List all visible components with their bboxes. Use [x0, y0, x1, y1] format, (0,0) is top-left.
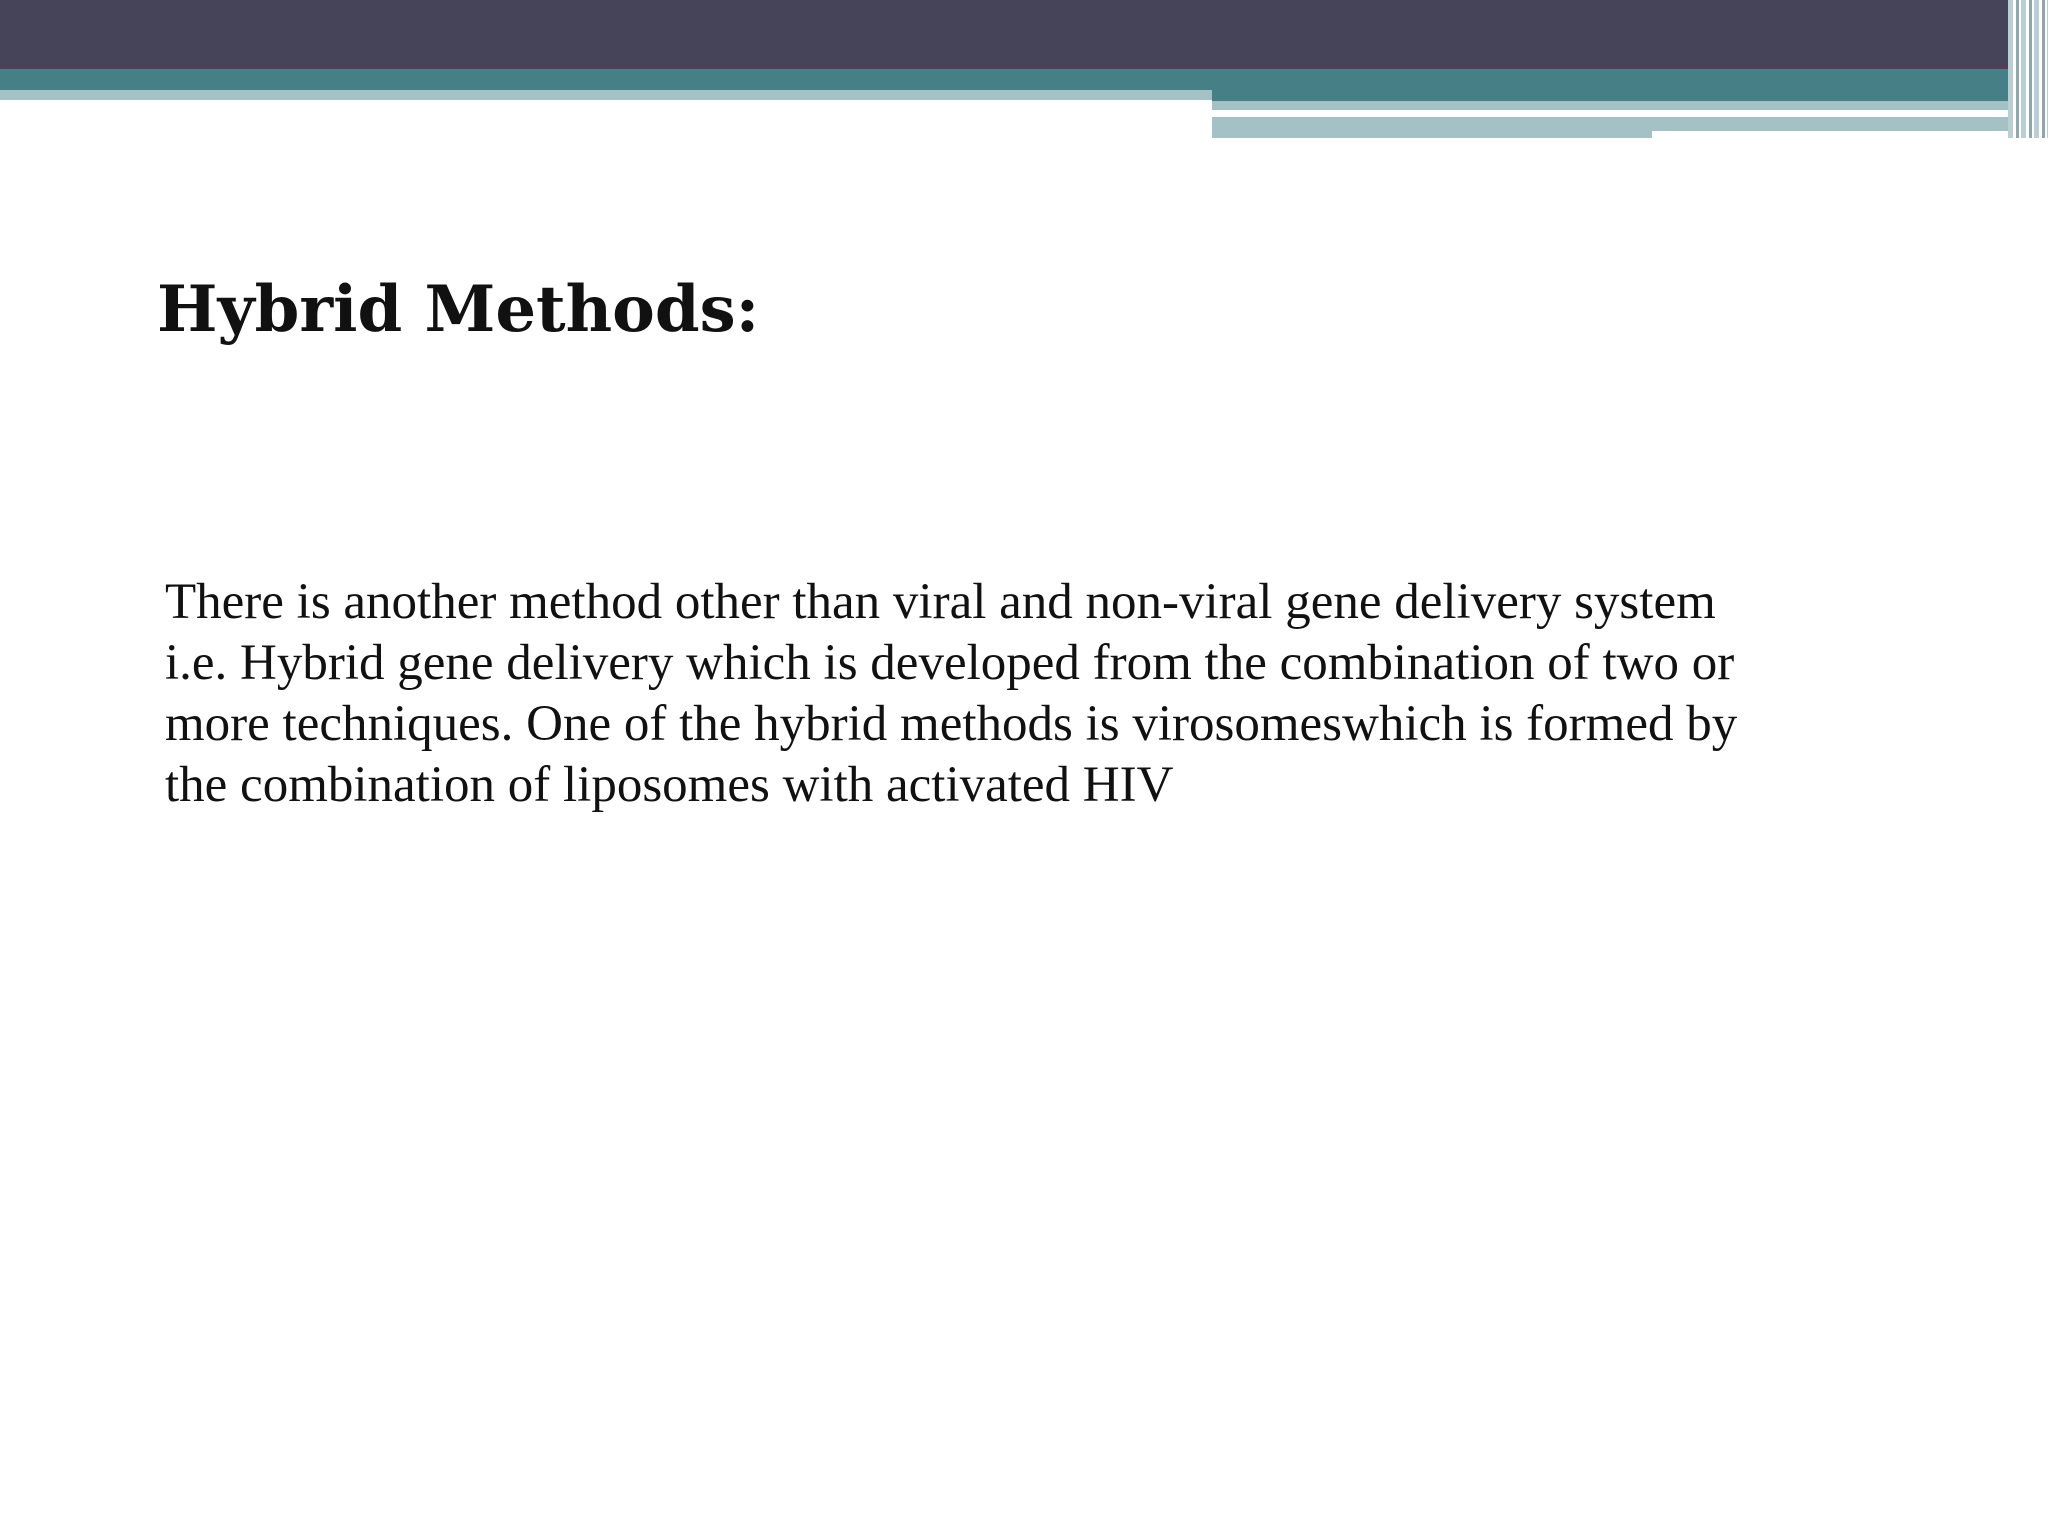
slide-title: Hybrid Methods:	[157, 272, 760, 347]
header-band-light-right-lower	[1212, 117, 1652, 138]
header-edge-stripes	[2008, 0, 2048, 138]
slide-body-text: There is another method other than viral and non-viral gene delivery system i.e. Hybrid gene delivery which is developed from the combination of two or more techniques. One of the hybrid methods is virosomeswhich is formed by the combination of liposomes with activated HIV	[165, 574, 1738, 813]
header-band-light-right	[1212, 101, 2048, 110]
header-band-light-left	[0, 90, 1212, 100]
header-divider-line-right	[1652, 131, 2008, 138]
header-band-dark	[0, 0, 2048, 69]
header-band-teal	[0, 69, 2048, 90]
header-band-teal-right	[1212, 90, 2048, 101]
